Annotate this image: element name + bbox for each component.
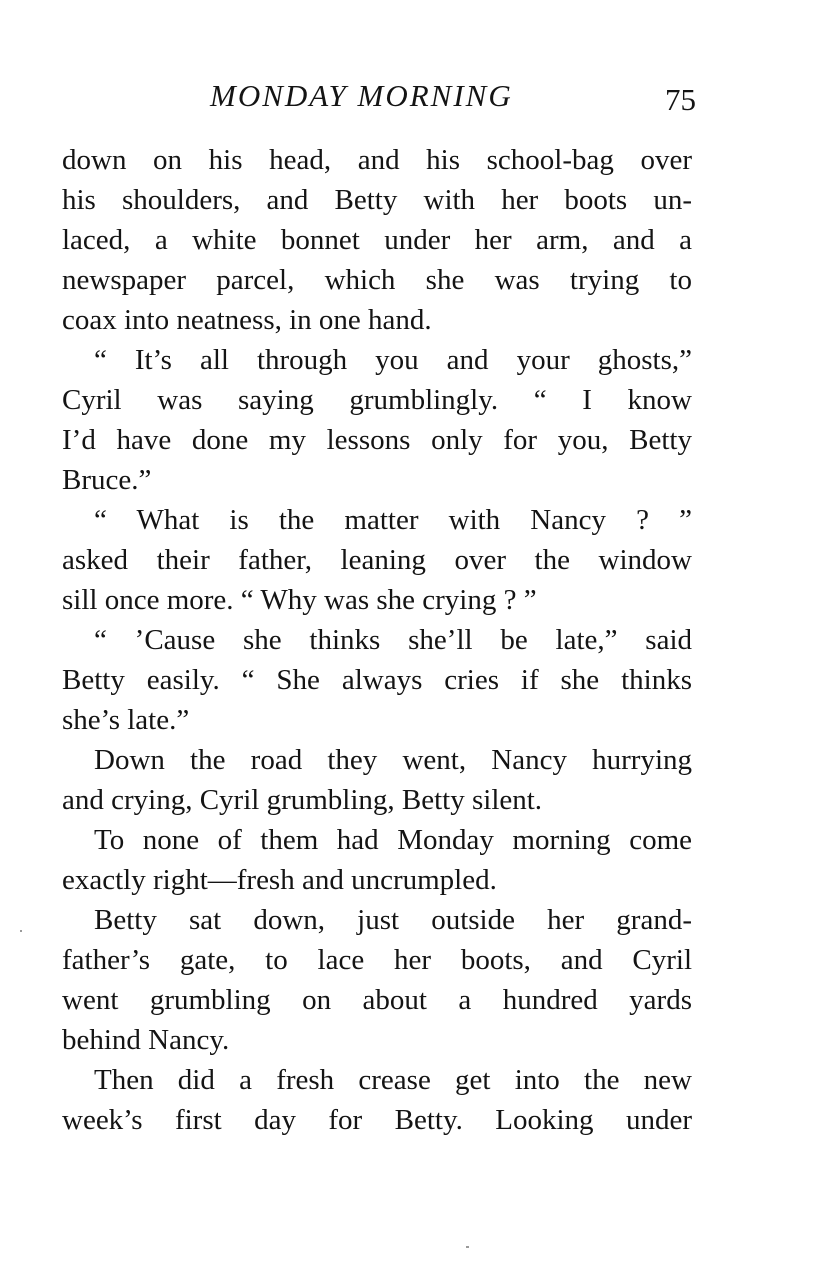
text-line: exactly right—fresh and uncrumpled. [62, 864, 497, 896]
text-line: I’d have done my lessons only for you, Betty [62, 424, 692, 456]
paper-speck [20, 930, 22, 932]
page-number: 75 [665, 82, 696, 117]
text-line: week’s first day for Betty. Looking under [62, 1104, 692, 1136]
running-head [62, 78, 696, 122]
text-line: laced, a white bonnet under her arm, and a [62, 224, 692, 256]
text-line: went grumbling on about a hundred yards [62, 984, 692, 1016]
text-line: “ What is the matter with Nancy ? ” [94, 504, 692, 536]
text-line: Betty sat down, just outside her grand- [94, 904, 692, 936]
text-line: Then did a fresh crease get into the new [94, 1064, 692, 1096]
text-line: newspaper parcel, which she was trying to [62, 264, 692, 296]
text-line: father’s gate, to lace her boots, and Cyril [62, 944, 692, 976]
text-line: coax into neatness, in one hand. [62, 304, 432, 336]
text-line: Betty easily. “ She always cries if she thinks [62, 664, 692, 696]
text-line: behind Nancy. [62, 1024, 230, 1056]
text-line: and crying, Cyril grumbling, Betty silent. [62, 784, 543, 816]
text-line: asked their father, leaning over the window [62, 544, 692, 576]
text-line: sill once more. “ Why was she crying ? ” [62, 584, 537, 616]
body-text [62, 140, 692, 1140]
text-line: To none of them had Monday morning come [94, 824, 692, 856]
text-line: “ It’s all through you and your ghosts,” [94, 344, 692, 376]
text-line: down on his head, and his school-bag over [62, 144, 692, 176]
text-line: his shoulders, and Betty with her boots un- [62, 184, 692, 216]
text-line: “ ’Cause she thinks she’ll be late,” said [94, 624, 692, 656]
text-line: Bruce.” [62, 464, 152, 496]
running-title: MONDAY MORNING [210, 78, 513, 113]
text-line: she’s late.” [62, 704, 190, 736]
text-line: Cyril was saying grumblingly. “ I know [62, 384, 692, 416]
paper-speck [466, 1246, 469, 1248]
text-line: Down the road they went, Nancy hurrying [94, 744, 692, 776]
